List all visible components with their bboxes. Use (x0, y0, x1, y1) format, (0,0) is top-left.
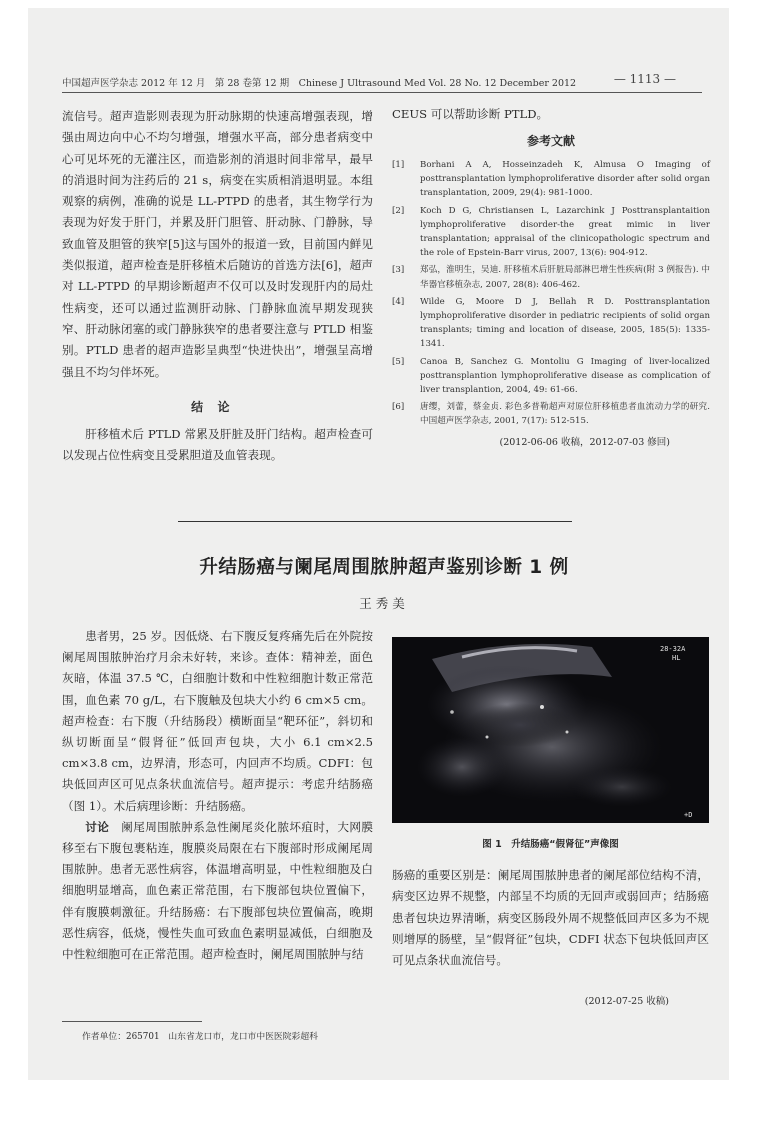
discussion-continued: 肠癌的重要区别是：阑尾周围脓肿患者的阑尾部位结构不清，病变区边界不规整，内部呈不均质的无回声或弱回声；结肠癌患者包块边界清晰，病变区肠段外周不规整低回声区多为不规则增厚的肠壁，呈“假肾征”包块，CDFI 状态下包块低回声区可见点条状血流信号。 (392, 868, 709, 968)
discussion-paragraph (62, 817, 373, 965)
reference-item: [4] Wilde G, Moore D J, Bellah R D. Posttransplantation lymphoproliferative disorder in pediatric recipients of solid organ transplants; timing and location of disease, 2005, 185(5): 1335-1341. (392, 296, 710, 350)
article-received-date: (2012-07-25 收稿) (584, 996, 669, 1007)
conclusion-heading: 结论 (191, 399, 244, 414)
figure-caption: 图 1 升结肠癌“假肾征”声像图 (482, 839, 619, 850)
discussion-text: 阑尾周围脓肿系急性阑尾炎化脓坏疽时，大网膜移至右下腹包裹粘连，腹膜炎局限在右下腹部时形成阑尾周围脓肿。患者无恶性病容，体温增高明显，中性粒细胞及白细胞明显增高，血色素正常范围，右下腹部包块位置偏下，伴有腹膜刺激征。升结肠癌：右下腹部包块位置偏高，晚期恶性病容，低烧，慢性失血可致血色素明显减低，白细胞及中性粒细胞可在正常范围。超声检查时，阑尾周围脓肿与结 (62, 819, 373, 962)
article-title: 升结肠癌与阑尾周围脓肿超声鉴别诊断 1 例 (199, 557, 569, 578)
reference-item: [6] 唐缨，刘蕾，蔡金贞. 彩色多普勒超声对原位肝移植患者血流动力学的研究. 中国超声医学杂志, 2001, 7(17): 512-515. (392, 402, 710, 427)
footnote-rule (62, 1021, 202, 1022)
reference-item: [2] Koch D G, Christiansen L, Lazarchink J Posttransplantaition lymphoproliferative disorder-the great mimic in liver transplantation; appraisal of the clinicopathologic spectrum and the role of Epstein-Barr virus, 2007, 13(6): 904-912. (392, 205, 710, 259)
case-paragraph: 患者男，25 岁。因低烧、右下腹反复疼痛先后在外院按阑尾周围脓肿治疗月余未好转，来诊。查体：精神差，面色灰暗，体温 37.5 ℃，白细胞计数和中性粒细胞计数正常范围，血色素 70 g/L，右下腹触及包块大小约 6 cm×5 cm。超声检查：右下腹（升结肠段）横断面呈“靶环征”，斜切和纵切断面呈“假肾征”低回声包块，大小 6.1 cm×2.5 cm×3.8 cm，边界清，形态可，内回声不均质。CDFI：包块低回声区可见点条状血流信号。超声提示：考虑升结肠癌（图 1）。术后病理诊断：升结肠癌。 (62, 629, 373, 813)
us-overlay-top2: HL (672, 654, 681, 662)
reference-item: [1] Borhani A A, Hosseinzadeh K, Almusa O Imaging of posttransplantation lymphoproliferative disorder after solid organ transplantation, 2009, 29(4): 981-1000. (392, 160, 710, 199)
reference-item: [3] 郑弘，淮明生，吴迪. 肝移植术后肝脏局部淋巴增生性疾病(附 3 例报告). 中华器官移植杂志, 2007, 28(8): 406-462. (392, 265, 710, 290)
prev-article-right-column (392, 104, 710, 453)
us-overlay-top: 28-32A (660, 645, 686, 653)
prev-body-paragraph: 流信号。超声造影则表现为肝动脉期的快速高增强表现，增强由周边向中心不均匀增强，增强水平高，部分患者病变中心可见坏死的无灌注区，而造影剂的消退时间非常早，最早的消退时间为注药后的 21 s，病变在实质相消退明显。本组观察的病例，准确的说是 LL-PTPD 的患者，其生物学行为表现为好发于肝门，并累及肝门胆管、肝动脉、门静脉，导致血管及胆管的狭窄[5]这与国外的报道一致，目前国内鲜见类似报道，超声检查是肝移植术后随访的首选方法[6]，超声对 LL-PTPD 的早期诊断超声不仅可以及时发现肝内的局灶性病变，还可以通过监测肝动脉、门静脉血流早期发现狭窄、肝动脉闭塞的或门静脉狭窄的患者要注意与 PTLD 相鉴别。PTLD 患者的超声造影呈典型“快进快出”，增强呈高增强且不均匀伴坏死。 (62, 109, 373, 379)
prev-article-left-column (62, 106, 373, 467)
article-divider (178, 521, 572, 522)
page-number: — 1113 — (613, 72, 676, 86)
references-heading: 参考文献 (526, 134, 575, 148)
article-right-column (392, 865, 709, 971)
prev-received-date: (2012-06-06 收稿，2012-07-03 修回) (499, 436, 670, 448)
conclusion-text: 肝移植术后 PTLD 常累及肝脏及肝门结构。超声检查可以发现占位性病变且受累胆道及血管表现。 (62, 427, 373, 463)
author-affiliation: 作者单位：265701 山东省龙口市，龙口市中医医院彩超科 (82, 1032, 318, 1042)
running-head: 中国超声医学杂志 2012 年 12 月 第 28 卷第 12 期 Chinese J Ultrasound Med Vol. 28 No. 12 December 2012 (62, 78, 577, 89)
ultrasound-image (392, 637, 709, 823)
article-author: 王秀美 (359, 596, 409, 611)
prev-intro-text: CEUS 可以帮助诊断 PTLD。 (392, 107, 549, 121)
header-rule (62, 92, 702, 93)
discussion-label: 讨论 (85, 819, 110, 834)
reference-item: [5] Canoa B, Sanchez G. Montoliu G Imaging of liver-localized posttransplantion lymphoproliferative disease as complication of liver transplantion, 2004, 49: 61-66. (392, 356, 710, 396)
us-overlay-bottom: +D (684, 811, 693, 819)
article-left-column (62, 626, 373, 965)
